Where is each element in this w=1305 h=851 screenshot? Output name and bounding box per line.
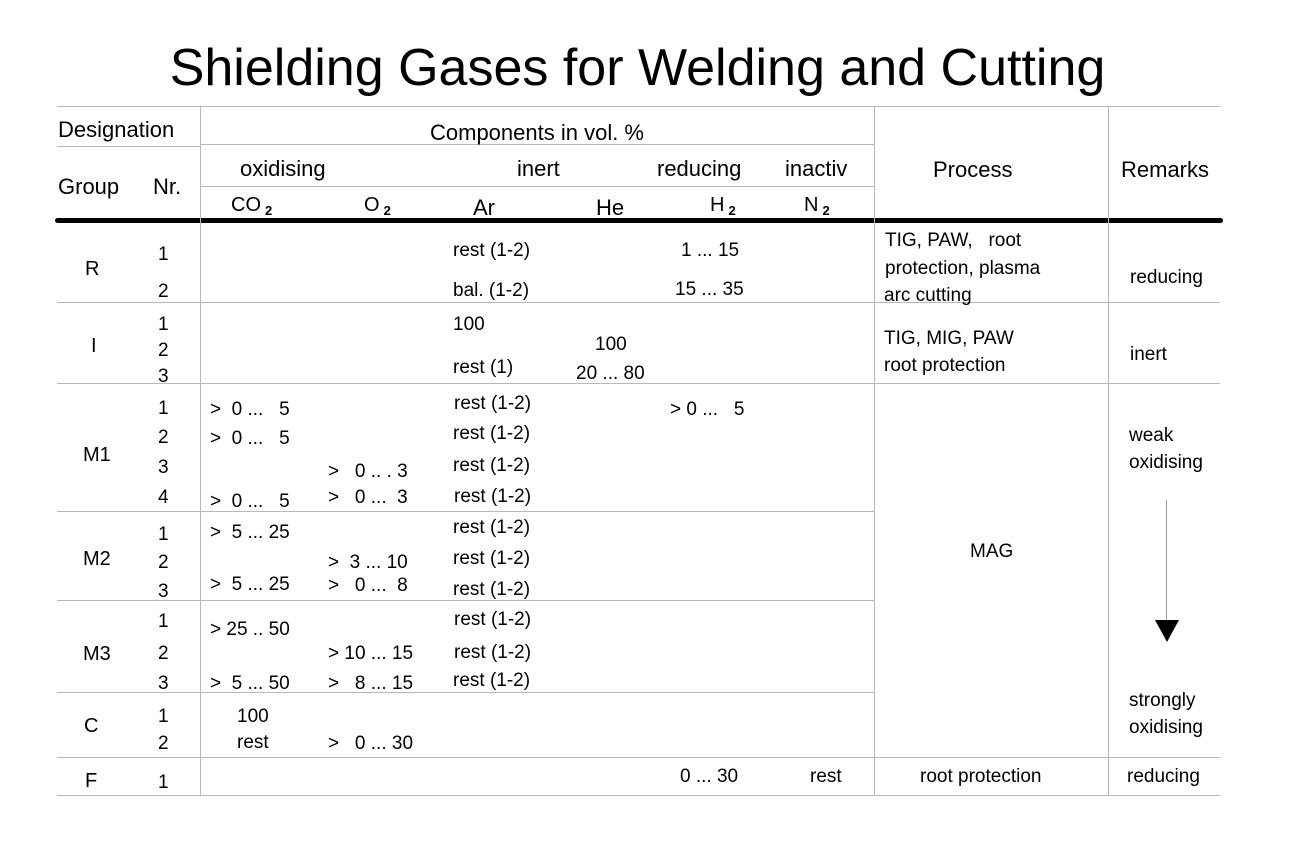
remark-strong-1: strongly (1129, 690, 1196, 711)
row-divider-m3 (57, 692, 874, 693)
m11-co2: > 0 ... 5 (210, 399, 290, 420)
ar-header: Ar (473, 195, 495, 220)
f1-h2: 0 ... 30 (680, 766, 739, 787)
i2-he: 100 (595, 334, 627, 355)
m21-ar: rest (1-2) (453, 517, 531, 538)
m23-ar: rest (1-2) (453, 579, 531, 600)
components-header: Components in vol. % (430, 120, 644, 145)
col-divider-remarks (1108, 106, 1109, 796)
m31-co2: > 25 .. 50 (210, 619, 290, 640)
m14-o2: > 0 ... 3 (328, 487, 408, 508)
r2-ar: bal. (1-2) (453, 280, 530, 301)
m33-ar: rest (1-2) (453, 670, 531, 691)
m14-ar: rest (1-2) (454, 486, 532, 507)
nr-m14: 4 (158, 487, 169, 508)
m23-o2: > 0 ... 8 (328, 575, 408, 596)
nr-i2: 2 (158, 340, 169, 361)
group-f: F (85, 770, 98, 792)
m12-co2: > 0 ... 5 (210, 428, 290, 449)
m13-ar: rest (1-2) (453, 455, 531, 476)
oxidising-header: oxidising (240, 156, 326, 181)
nr-m13: 3 (158, 457, 169, 478)
nr-m12: 2 (158, 427, 169, 448)
nr-i1: 1 (158, 314, 169, 335)
m33-o2: > 8 ... 15 (328, 673, 414, 694)
down-arrow-icon (1155, 620, 1179, 642)
m23-co2: > 5 ... 25 (210, 574, 290, 595)
nr-m23: 3 (158, 581, 169, 602)
f1-n2: rest (810, 766, 842, 787)
i1-ar: 100 (453, 314, 485, 335)
inert-header: inert (517, 156, 560, 181)
group-m1: M1 (83, 444, 111, 466)
m21-co2: > 5 ... 25 (210, 522, 290, 543)
row-divider-m1 (57, 511, 874, 512)
m31-ar: rest (1-2) (454, 609, 532, 630)
m32-ar: rest (1-2) (454, 642, 532, 663)
inactiv-header: inactiv (785, 156, 848, 181)
he-header: He (596, 195, 625, 220)
process-f: root protection (920, 766, 1042, 787)
remark-f: reducing (1127, 766, 1200, 787)
m32-o2: > 10 ... 15 (328, 643, 414, 664)
m11-h2: > 0 ... 5 (670, 399, 745, 420)
col-divider-designation (200, 106, 201, 796)
remark-weak-2: oxidising (1129, 452, 1203, 473)
header-thick-rule (55, 218, 1223, 223)
reducing-header: reducing (657, 156, 742, 181)
c1-co2: 100 (237, 706, 269, 727)
i3-he: 20 ... 80 (576, 363, 645, 384)
m11-ar: rest (1-2) (454, 393, 532, 414)
nr-m21: 1 (158, 524, 169, 545)
top-border (57, 106, 1220, 107)
process-i-line1: TIG, MIG, PAW (884, 328, 1014, 349)
m12-ar: rest (1-2) (453, 423, 531, 444)
page-title: Shielding Gases for Welding and Cutting (169, 39, 1106, 97)
m14-co2: > 0 ... 5 (210, 491, 290, 512)
process-mag: MAG (970, 541, 1014, 562)
co2-header: CO $_2$ (231, 194, 273, 218)
designation-divider (57, 146, 200, 147)
nr-m22: 2 (158, 552, 169, 573)
h2-header: H $_2$ (710, 194, 736, 218)
nr-f1: 1 (158, 772, 169, 793)
nr-c1: 1 (158, 706, 169, 727)
process-header: Process (933, 157, 1013, 182)
o2-header: O $_2$ (364, 194, 391, 218)
group-i: I (91, 335, 97, 357)
col-divider-process (874, 106, 875, 796)
process-r-line1: TIG, PAW, root (885, 230, 1022, 251)
r1-h2: 1 ... 15 (681, 240, 740, 261)
m33-co2: > 5 ... 50 (210, 673, 290, 694)
i3-ar: rest (1) (453, 357, 514, 378)
nr-i3: 3 (158, 366, 169, 387)
c2-o2: > 0 ... 30 (328, 733, 414, 754)
process-r-line2: protection, plasma (885, 258, 1041, 279)
row-divider-c (57, 757, 1220, 758)
group-m2: M2 (83, 548, 111, 570)
nr-r2: 2 (158, 281, 169, 302)
c2-co2: rest (237, 732, 269, 753)
n2-header: N $_2$ (804, 194, 830, 218)
oxidising-trend-arrow-line (1166, 500, 1167, 622)
group-m3: M3 (83, 643, 111, 665)
nr-m33: 3 (158, 673, 169, 694)
m22-o2: > 3 ... 10 (328, 552, 408, 573)
nr-m32: 2 (158, 643, 169, 664)
group-header: Group (58, 174, 120, 199)
nr-header: Nr. (153, 174, 182, 199)
group-c: C (84, 715, 99, 737)
nr-c2: 2 (158, 733, 169, 754)
remark-r: reducing (1130, 267, 1203, 288)
m22-ar: rest (1-2) (453, 548, 531, 569)
remarks-header: Remarks (1121, 157, 1210, 182)
remark-i: inert (1130, 344, 1167, 365)
group-r: R (85, 258, 100, 280)
remark-weak-1: weak (1129, 425, 1174, 446)
nr-r1: 1 (158, 244, 169, 265)
remark-strong-2: oxidising (1129, 717, 1203, 738)
nr-m11: 1 (158, 398, 169, 419)
r2-h2: 15 ... 35 (675, 279, 744, 300)
r1-ar: rest (1-2) (453, 240, 531, 261)
subcomponents-divider (200, 186, 874, 187)
process-i-line2: root protection (884, 355, 1006, 376)
process-r-line3: arc cutting (884, 285, 972, 306)
row-divider-r (57, 302, 1220, 303)
bottom-border (57, 795, 1220, 796)
designation-header: Designation (58, 117, 175, 142)
m13-o2: > 0 .. . 3 (328, 461, 408, 482)
nr-m31: 1 (158, 611, 169, 632)
